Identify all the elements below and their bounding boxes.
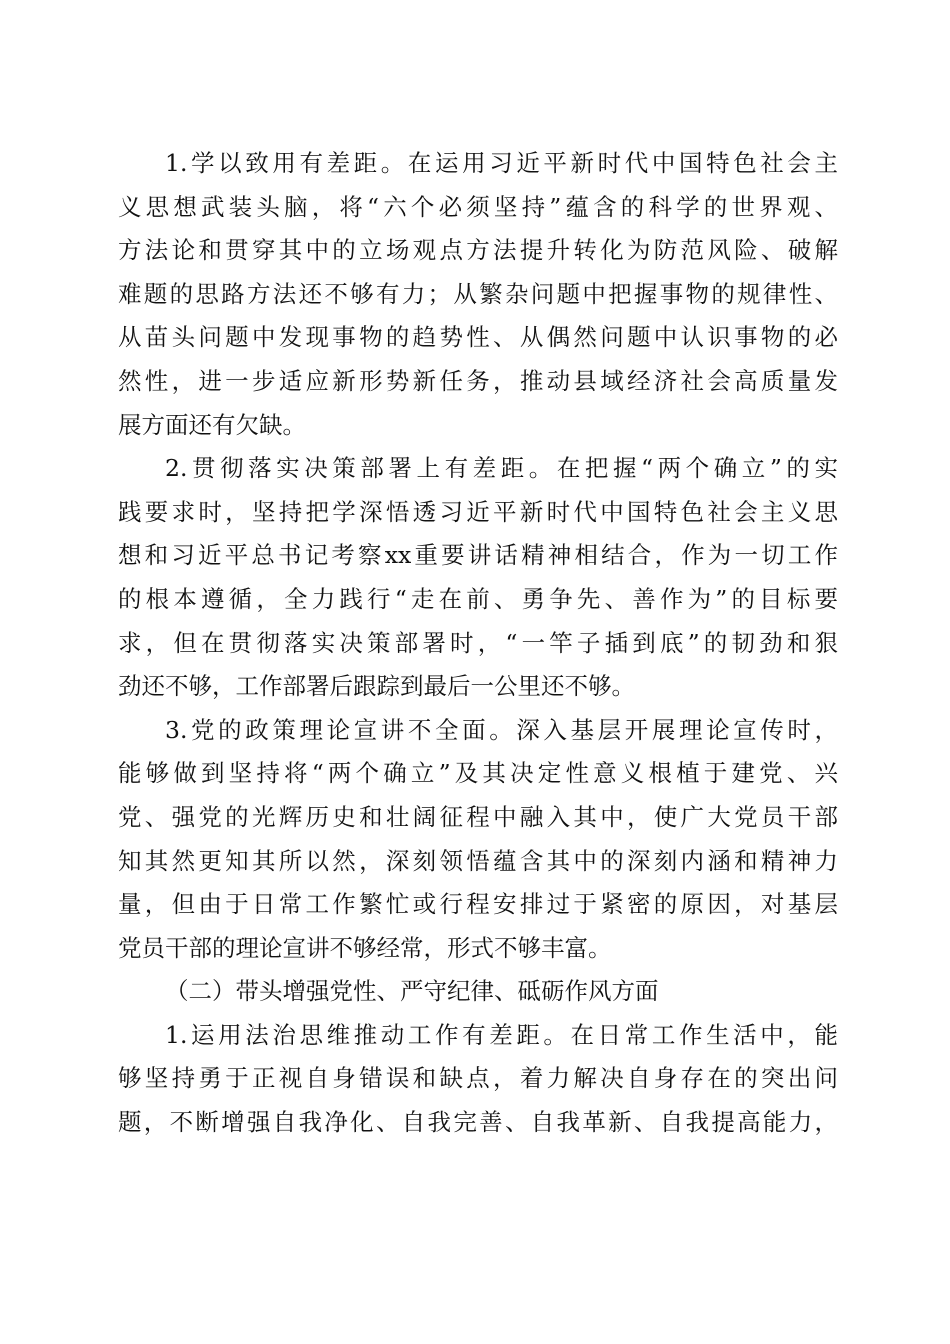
paragraph-1-line-6: 然性，进一步适应新形势新任务，推动县域经济社会高质量发 <box>118 366 838 395</box>
document-body <box>118 142 838 1145</box>
paragraph-1-line-5: 从苗头问题中发现事物的趋势性、从偶然问题中认识事物的必 <box>118 323 838 352</box>
paragraph-2-line-5: 求，但在贯彻落实决策部署时，“一竿子插到底”的韧劲和狠 <box>118 628 838 657</box>
paragraph-4-line-2: 够坚持勇于正视自身错误和缺点，着力解决自身存在的突出问 <box>118 1064 838 1093</box>
paragraph-2-line-6: 劲还不够，工作部署后跟踪到最后一公里还不够。 <box>118 672 635 701</box>
paragraph-1-line-1: 1.学以致用有差距。在运用习近平新时代中国特色社会主 <box>165 149 838 177</box>
paragraph-2-line-1: 2.贯彻落实决策部署上有差距。在把握“两个确立”的实 <box>165 454 838 483</box>
paragraph-1-line-7: 展方面还有欠缺。 <box>118 410 306 439</box>
paragraph-3-line-6: 党员干部的理论宣讲不够经常，形式不够丰富。 <box>118 933 612 962</box>
paragraph-1-line-3: 方法论和贯穿其中的立场观点方法提升转化为防范风险、破解 <box>118 236 838 265</box>
paragraph-3-line-4: 知其然更知其所以然，深刻领悟蕴含其中的深刻内涵和精神力 <box>118 846 838 875</box>
paragraph-2-line-4: 的根本遵循，全力践行“走在前、勇争先、善作为”的目标要 <box>118 584 838 613</box>
paragraph-1-line-2: 义思想武装头脑，将“六个必须坚持”蕴含的科学的世界观、 <box>118 192 838 221</box>
paragraph-2-line-2: 践要求时，坚持把学深悟透习近平新时代中国特色社会主义思 <box>118 497 838 526</box>
paragraph-4-line-3: 题，不断增强自我净化、自我完善、自我革新、自我提高能力， <box>118 1108 838 1137</box>
paragraph-3-line-1: 3.党的政策理论宣讲不全面。深入基层开展理论宣传时， <box>165 715 838 744</box>
paragraph-1-line-4: 难题的思路方法还不够有力；从繁杂问题中把握事物的规律性、 <box>118 279 838 308</box>
paragraph-3-line-3: 党、强党的光辉历史和壮阔征程中融入其中，使广大党员干部 <box>118 802 838 831</box>
paragraph-4-line-1: 1.运用法治思维推动工作有差距。在日常工作生活中，能 <box>165 1020 838 1049</box>
paragraph-3-line-2: 能够做到坚持将“两个确立”及其决定性意义根植于建党、兴 <box>118 759 838 788</box>
paragraph-2-line-3: 想和习近平总书记考察xx重要讲话精神相结合，作为一切工作 <box>118 541 838 570</box>
paragraph-3-line-5: 量，但由于日常工作繁忙或行程安排过于紧密的原因，对基层 <box>118 890 838 919</box>
section-heading: （二）带头增强党性、严守纪律、砥砺作风方面 <box>165 977 659 1006</box>
